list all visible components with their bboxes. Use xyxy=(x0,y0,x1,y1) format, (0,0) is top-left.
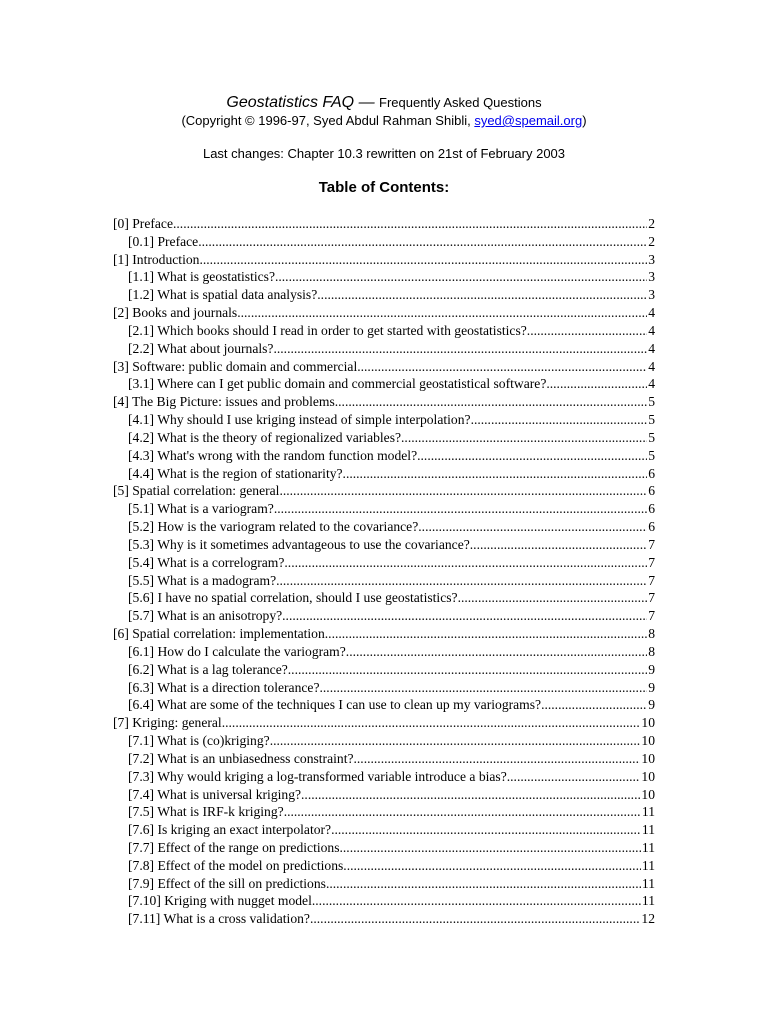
toc-dot-leader xyxy=(541,696,647,714)
toc-entry-label: [7.2] What is an unbiasedness constraint? xyxy=(128,750,354,766)
toc-section-entry[interactable] xyxy=(113,429,655,447)
toc-section-entry[interactable] xyxy=(113,286,655,304)
toc-page-number: 9 xyxy=(648,679,655,695)
toc-section-entry[interactable] xyxy=(113,750,655,768)
toc-dot-leader xyxy=(222,714,641,732)
toc-dot-leader xyxy=(317,286,647,304)
toc-entry-label: [5.1] What is a variogram? xyxy=(128,501,274,517)
toc-page-number: 4 xyxy=(648,358,655,374)
toc-dot-leader xyxy=(357,358,647,376)
toc-section-entry[interactable] xyxy=(113,572,655,590)
toc-page-number: 4 xyxy=(648,340,655,356)
toc-page-number: 7 xyxy=(648,554,655,570)
toc-dot-leader xyxy=(310,910,640,928)
toc-section-entry[interactable] xyxy=(113,589,655,607)
toc-section-entry[interactable] xyxy=(113,411,655,429)
toc-page-number: 5 xyxy=(648,412,655,428)
toc-dot-leader xyxy=(401,429,647,447)
toc-dot-leader xyxy=(417,447,647,465)
toc-dot-leader xyxy=(276,572,647,590)
toc-entry-label: [6.3] What is a direction tolerance? xyxy=(128,679,320,695)
toc-chapter-entry[interactable] xyxy=(113,393,655,411)
toc-entry-label: [3] Software: public domain and commercial xyxy=(113,358,358,374)
toc-entry-label: [7.1] What is (co)kriging? xyxy=(128,733,270,749)
toc-entry-label: [2.1] Which books should I read in order to get started with geostatistics? xyxy=(128,322,527,338)
toc-page-number: 10 xyxy=(641,715,655,731)
toc-section-entry[interactable] xyxy=(113,554,655,572)
toc-dot-leader xyxy=(343,839,641,857)
toc-entry-label: [7] Kriging: general xyxy=(113,715,222,731)
toc-dot-leader xyxy=(347,857,641,875)
toc-page-number: 3 xyxy=(648,269,655,285)
toc-entry-label: [7.5] What is IRF-k kriging? xyxy=(128,804,284,820)
toc-dot-leader xyxy=(301,786,640,804)
toc-section-entry[interactable] xyxy=(113,768,655,786)
toc-dot-leader xyxy=(270,732,641,750)
toc-page-number: 6 xyxy=(648,483,655,499)
copyright-text: (Copyright © 1996-97, Syed Abdul Rahman Shibli, xyxy=(181,113,475,128)
toc-dot-leader xyxy=(458,589,648,607)
toc-section-entry[interactable] xyxy=(113,661,655,679)
toc-page-number: 11 xyxy=(641,804,655,820)
toc-page-number: 11 xyxy=(641,893,655,909)
toc-page-number: 9 xyxy=(648,661,655,677)
toc-page-number: 7 xyxy=(648,590,655,606)
toc-chapter-entry[interactable] xyxy=(113,215,655,233)
toc-page-number: 5 xyxy=(648,447,655,463)
toc-entry-label: [7.7] Effect of the range on predictions. xyxy=(128,839,343,855)
toc-chapter-entry[interactable] xyxy=(113,251,655,269)
toc-entry-label: [1.1] What is geostatistics? xyxy=(128,269,275,285)
toc-chapter-entry[interactable] xyxy=(113,304,655,322)
toc-dot-leader xyxy=(335,393,647,411)
toc-entry-label: [3.1] Where can I get public domain and commercial geostatistical software? xyxy=(128,376,547,392)
toc-dot-leader xyxy=(284,554,647,572)
toc-entry-label: [5.7] What is an anisotropy? xyxy=(128,608,283,624)
toc-dot-leader xyxy=(343,465,648,483)
toc-dot-leader xyxy=(274,500,647,518)
toc-section-entry[interactable] xyxy=(113,732,655,750)
toc-entry-label: [7.4] What is universal kriging? xyxy=(128,786,302,802)
toc-dot-leader xyxy=(471,411,648,429)
toc-dot-leader xyxy=(527,322,647,340)
toc-page-number: 7 xyxy=(648,608,655,624)
toc-section-entry[interactable] xyxy=(113,803,655,821)
toc-dot-leader xyxy=(470,536,647,554)
document-title-line xyxy=(0,94,768,112)
toc-page-number: 11 xyxy=(641,857,655,873)
toc-entry-label: [5] Spatial correlation: general xyxy=(113,483,280,499)
toc-dot-leader xyxy=(279,482,647,500)
toc-page-number: 10 xyxy=(641,786,655,802)
toc-page-number: 12 xyxy=(641,911,655,927)
toc-section-entry[interactable] xyxy=(113,322,655,340)
toc-entry-label: [6.4] What are some of the techniques I can use to clean up my variograms? xyxy=(128,697,542,713)
toc-page-number: 7 xyxy=(648,536,655,552)
toc-section-entry[interactable] xyxy=(113,340,655,358)
toc-dot-leader xyxy=(325,625,647,643)
toc-dot-leader xyxy=(284,803,641,821)
toc-entry-label: [0] Preface xyxy=(113,216,173,231)
toc-section-entry[interactable] xyxy=(113,447,655,465)
toc-dot-leader xyxy=(507,768,641,786)
toc-entry-label: [4.4] What is the region of stationarity? xyxy=(128,465,343,481)
toc-page-number: 5 xyxy=(648,394,655,410)
toc-entry-label: [5.6] I have no spatial correlation, should I use geostatistics? xyxy=(128,590,458,606)
copyright-close: ) xyxy=(582,113,587,128)
toc-dot-leader xyxy=(320,679,648,697)
toc-dot-leader xyxy=(273,340,647,358)
document-subtitle: Frequently Asked Questions xyxy=(379,95,542,110)
toc-page-number: 6 xyxy=(648,519,655,535)
toc-dot-leader xyxy=(275,268,647,286)
toc-chapter-entry[interactable] xyxy=(113,625,655,643)
toc-section-entry[interactable] xyxy=(113,518,655,536)
toc-section-entry[interactable] xyxy=(113,607,655,625)
toc-entry-label: [7.10] Kriging with nugget model. xyxy=(128,893,316,909)
toc-entry-label: [7.8] Effect of the model on predictions. xyxy=(128,857,347,873)
toc-entry-label: [6.1] How do I calculate the variogram? xyxy=(128,643,346,659)
toc-entry-label: [5.5] What is a madogram? xyxy=(128,572,277,588)
toc-section-entry[interactable] xyxy=(113,839,655,857)
toc-section-entry[interactable] xyxy=(113,268,655,286)
toc-page-number: 4 xyxy=(648,322,655,338)
toc-dot-leader xyxy=(354,750,641,768)
title-dash: — xyxy=(354,94,380,111)
toc-heading: Table of Contents: xyxy=(318,179,450,196)
toc-page-number: 11 xyxy=(641,839,655,855)
document-title: Geostatistics FAQ xyxy=(226,94,355,111)
toc-dot-leader xyxy=(199,251,647,269)
toc-entry-label: [7.3] Why would kriging a log-transformed variable introduce a bias? xyxy=(128,768,507,784)
toc-entry-label: [1.2] What is spatial data analysis? xyxy=(128,287,318,303)
toc-page-number: 5 xyxy=(648,429,655,445)
toc-dot-leader xyxy=(173,215,647,233)
toc-dot-leader xyxy=(329,875,641,893)
toc-page-number: 8 xyxy=(648,626,655,642)
toc-entry-label: [0.1] Preface xyxy=(128,233,199,249)
author-email-link[interactable]: syed@spemail.org xyxy=(474,113,583,128)
toc-section-entry[interactable] xyxy=(113,465,655,483)
toc-entry-label: [7.11] What is a cross validation? xyxy=(128,911,310,927)
toc-entry-label: [6.2] What is a lag tolerance? xyxy=(128,661,288,677)
toc-page-number: 6 xyxy=(648,501,655,517)
toc-dot-leader xyxy=(418,518,647,536)
toc-dot-leader xyxy=(346,643,647,661)
toc-page-number: 3 xyxy=(648,287,655,303)
toc-dot-leader xyxy=(546,375,647,393)
toc-section-entry[interactable] xyxy=(113,786,655,804)
toc-entry-label: [4.2] What is the theory of regionalized variables? xyxy=(128,429,402,445)
last-changes-note: Last changes: Chapter 10.3 rewritten on 21st of February 2003 xyxy=(202,146,566,161)
toc-section-entry[interactable] xyxy=(113,857,655,875)
toc-entry-label: [2] Books and journals xyxy=(113,305,238,321)
toc-page-number: 11 xyxy=(641,822,655,838)
toc-chapter-entry[interactable] xyxy=(113,714,655,732)
toc-section-entry[interactable] xyxy=(113,821,655,839)
toc-entry-label: [6] Spatial correlation: implementation xyxy=(113,626,325,642)
toc-chapter-entry[interactable] xyxy=(113,358,655,376)
toc-page-number: 4 xyxy=(648,376,655,392)
toc-section-entry[interactable] xyxy=(113,910,655,928)
toc-dot-leader xyxy=(288,661,647,679)
toc-page-number: 2 xyxy=(648,216,655,231)
toc-page-number: 10 xyxy=(641,733,655,749)
toc-entry-label: [5.2] How is the variogram related to the covariance? xyxy=(128,519,419,535)
toc-section-entry[interactable] xyxy=(113,696,655,714)
toc-entry-label: [1] Introduction xyxy=(113,251,200,267)
toc-entry-label: [7.6] Is kriging an exact interpolator? xyxy=(128,822,332,838)
toc-dot-leader xyxy=(237,304,647,322)
toc-entry-label: [4.3] What's wrong with the random function model? xyxy=(128,447,418,463)
toc-page-number: 10 xyxy=(641,750,655,766)
toc-entry-label: [4] The Big Picture: issues and problems xyxy=(113,394,335,410)
toc-entry-label: [2.2] What about journals? xyxy=(128,340,274,356)
copyright-line xyxy=(0,113,768,128)
table-of-contents xyxy=(113,215,655,928)
toc-entry-label: [7.9] Effect of the sill on predictions. xyxy=(128,875,330,891)
toc-page-number: 9 xyxy=(648,697,655,713)
toc-page-number: 10 xyxy=(641,768,655,784)
toc-entry-label: [5.4] What is a correlogram? xyxy=(128,554,285,570)
toc-section-entry[interactable] xyxy=(113,875,655,893)
toc-section-entry[interactable] xyxy=(113,536,655,554)
toc-section-entry[interactable] xyxy=(113,643,655,661)
toc-dot-leader xyxy=(331,821,641,839)
toc-page-number: 3 xyxy=(648,251,655,267)
toc-page-number: 7 xyxy=(648,572,655,588)
toc-dot-leader xyxy=(198,233,647,251)
toc-page-number: 11 xyxy=(641,875,655,891)
toc-dot-leader xyxy=(282,607,647,625)
toc-section-entry[interactable] xyxy=(113,500,655,518)
toc-section-entry[interactable] xyxy=(113,233,655,251)
toc-page-number: 4 xyxy=(648,305,655,321)
toc-entry-label: [5.3] Why is it sometimes advantageous to use the covariance? xyxy=(128,536,470,552)
toc-page-number: 6 xyxy=(648,465,655,481)
toc-dot-leader xyxy=(315,892,641,910)
toc-chapter-entry[interactable] xyxy=(113,482,655,500)
toc-section-entry[interactable] xyxy=(113,375,655,393)
toc-page-number: 8 xyxy=(648,643,655,659)
toc-section-entry[interactable] xyxy=(113,679,655,697)
toc-page-number: 2 xyxy=(648,233,655,249)
toc-section-entry[interactable] xyxy=(113,892,655,910)
toc-entry-label: [4.1] Why should I use kriging instead of simple interpolation? xyxy=(128,412,471,428)
